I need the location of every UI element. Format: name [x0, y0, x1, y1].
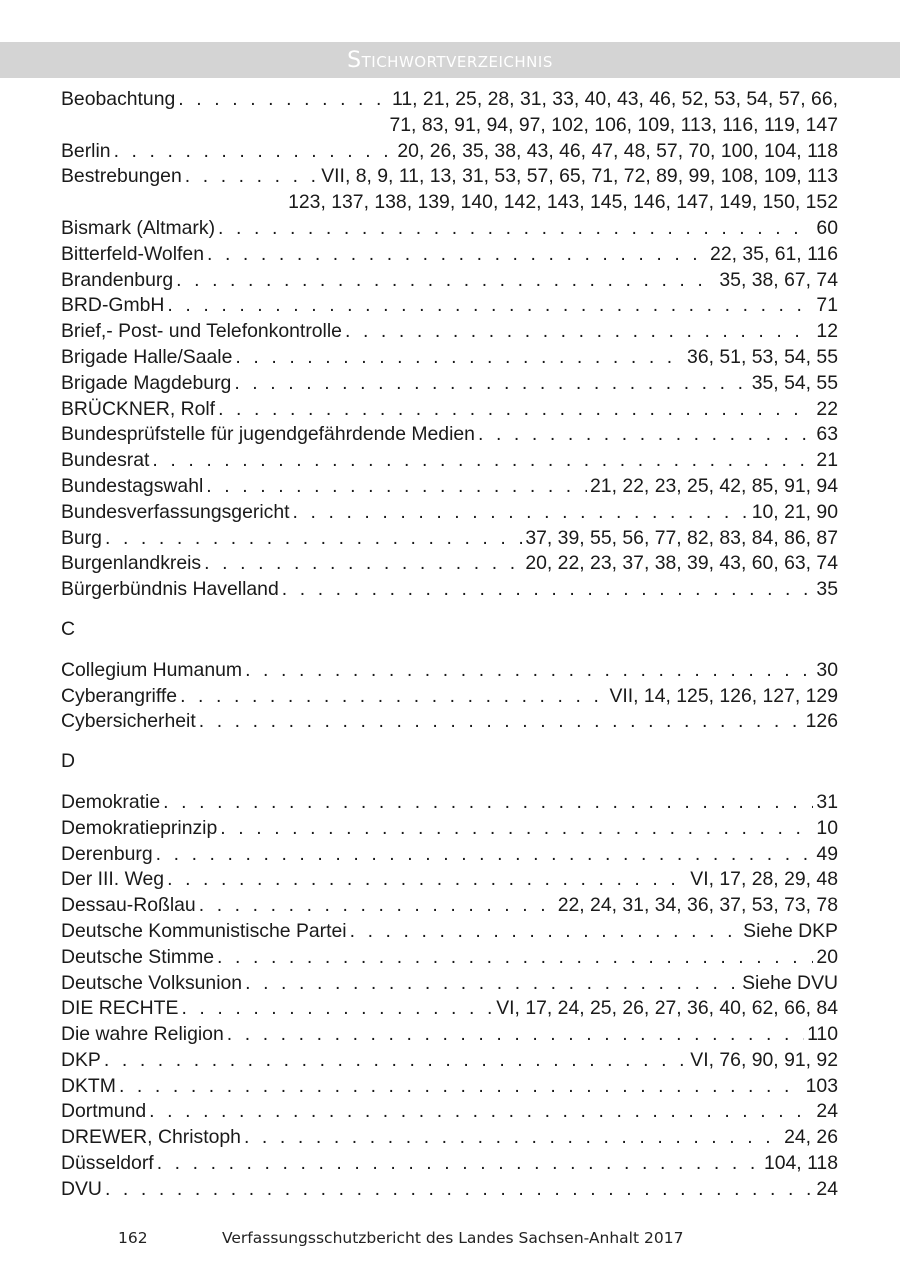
page-references: 22, 35, 61, 116	[710, 242, 838, 265]
page-references: 22	[816, 397, 838, 420]
index-term: Beobachtung	[61, 88, 176, 110]
dot-leader	[220, 816, 813, 842]
index-entry-row	[61, 448, 838, 474]
index-entry	[61, 945, 838, 971]
dot-leader	[152, 448, 813, 474]
page-references: 21, 22, 23, 25, 42, 85, 91, 94	[590, 474, 838, 497]
index-entry-row	[61, 268, 838, 294]
index-term: Bitterfeld-Wolfen	[61, 242, 204, 265]
index-entry	[61, 1048, 838, 1074]
page-references: Siehe DKP	[743, 919, 838, 942]
page-references: 35, 38, 67, 74	[719, 268, 838, 291]
index-entry	[61, 139, 838, 165]
index-entry-row	[61, 1177, 838, 1203]
index-entry	[61, 293, 838, 319]
page-references-continued: 71, 83, 91, 94, 97, 102, 106, 109, 113, 116, 119, 147	[389, 113, 838, 136]
page-references: VII, 8, 9, 11, 13, 31, 53, 57, 65, 71, 72, 89, 99, 108, 109, 113	[321, 165, 838, 188]
dot-leader	[163, 790, 813, 816]
page-references: VI, 17, 28, 29, 48	[690, 868, 838, 891]
index-entry	[61, 216, 838, 242]
dot-leader	[293, 500, 749, 526]
index-entry-row	[61, 164, 838, 190]
index-entry-row	[61, 422, 838, 448]
index-term: Der III. Weg	[61, 868, 165, 891]
page-references: 20, 22, 23, 37, 38, 39, 43, 60, 63, 74	[525, 552, 838, 575]
page-references-continued: 123, 137, 138, 139, 140, 142, 143, 145, 146, 147, 149, 150, 152	[288, 191, 838, 214]
dot-leader	[478, 422, 813, 448]
index-entry-row	[61, 242, 838, 268]
page-number: 162	[118, 1229, 148, 1247]
dot-leader	[218, 397, 813, 423]
page-references: 49	[816, 842, 838, 865]
page-references: 31	[816, 790, 838, 813]
dot-leader	[167, 867, 687, 893]
page-references: 30	[816, 658, 838, 681]
index-entry	[61, 345, 838, 371]
index-term: Brief,- Post- und Telefonkontrolle	[61, 320, 342, 343]
publication-title: Verfassungsschutzbericht des Landes Sachsen-Anhalt 2017	[222, 1229, 684, 1247]
page-references: VI, 76, 90, 91, 92	[690, 1048, 838, 1071]
page-references: 126	[805, 710, 838, 733]
index-entry	[61, 709, 838, 735]
page-references: 24	[816, 1177, 838, 1200]
index-term: Cyberangriffe	[61, 684, 178, 707]
dot-leader	[217, 945, 813, 971]
dot-leader	[282, 577, 814, 603]
index-entry	[61, 658, 838, 684]
dot-leader	[114, 139, 395, 165]
dot-leader	[185, 164, 318, 190]
index-entry-row	[61, 577, 838, 603]
index-entry-row	[61, 945, 838, 971]
index-entry	[61, 893, 838, 919]
dot-leader	[345, 319, 813, 345]
index-term: Cybersicherheit	[61, 710, 196, 733]
index-entry	[61, 164, 838, 216]
page-references: 11, 21, 25, 28, 31, 33, 40, 43, 46, 52, 53, 54, 57, 66,	[392, 88, 838, 110]
dot-leader	[244, 1125, 781, 1151]
page-references: 24	[816, 1100, 838, 1123]
dot-leader	[350, 919, 741, 945]
index-entry	[61, 448, 838, 474]
index-term: DKTM	[61, 1074, 116, 1097]
index-term: Demokratie	[61, 790, 161, 813]
dot-leader	[218, 216, 813, 242]
index-term: Brigade Halle/Saale	[61, 345, 233, 368]
index-entry	[61, 474, 838, 500]
page-references: 20	[816, 945, 838, 968]
index-entry-row	[61, 345, 838, 371]
dot-leader	[157, 1151, 761, 1177]
page-references: VI, 17, 24, 25, 26, 27, 36, 40, 62, 66, 84	[496, 997, 838, 1020]
index-term: Berlin	[61, 139, 111, 162]
dot-leader	[178, 87, 389, 113]
page-references: 10, 21, 90	[751, 500, 838, 523]
index-term: DIE RECHTE	[61, 997, 179, 1020]
index-entry-row	[61, 397, 838, 423]
page-references: 10	[816, 816, 838, 839]
index-entry-row	[61, 1099, 838, 1125]
page-references: 21	[816, 449, 838, 472]
index-entry-row	[61, 816, 838, 842]
index-entry-row	[61, 1151, 838, 1177]
index-term: BRD-GmbH	[61, 294, 165, 317]
index-entry-row	[61, 1048, 838, 1074]
index-entry	[61, 1022, 838, 1048]
dot-leader	[199, 893, 555, 919]
index-entry-row	[61, 842, 838, 868]
page-references: 24, 26	[784, 1126, 838, 1149]
dot-leader	[204, 551, 522, 577]
index-entry-row	[61, 709, 838, 735]
index-entry-row	[61, 996, 838, 1022]
index-term: DREWER, Christoph	[61, 1126, 241, 1149]
index-term: Demokratieprinzip	[61, 816, 218, 839]
index-entry	[61, 551, 838, 577]
index-term: Collegium Humanum	[61, 658, 243, 681]
page-references: 35	[816, 578, 838, 601]
index-entry	[61, 842, 838, 868]
index-term: BRÜCKNER, Rolf	[61, 397, 216, 420]
dot-leader	[206, 474, 587, 500]
index-entry	[61, 397, 838, 423]
index-entry-row	[61, 1022, 838, 1048]
index-entry	[61, 319, 838, 345]
dot-leader	[119, 1074, 803, 1100]
page-references: 22, 24, 31, 34, 36, 37, 53, 73, 78	[557, 894, 838, 917]
index-term: Die wahre Religion	[61, 1023, 224, 1046]
dot-leader	[207, 242, 707, 268]
dot-leader	[245, 971, 739, 997]
page-references: 60	[816, 216, 838, 239]
index-entry	[61, 500, 838, 526]
index-term: DKP	[61, 1048, 101, 1071]
page-references: VII, 14, 125, 126, 127, 129	[609, 684, 838, 707]
index-term: Dortmund	[61, 1100, 147, 1123]
index-entry	[61, 867, 838, 893]
index-entry	[61, 1177, 838, 1203]
page-references: Siehe DVU	[742, 971, 838, 994]
dot-leader	[199, 709, 803, 735]
page-references: 36, 51, 53, 54, 55	[687, 345, 838, 368]
index-entry	[61, 268, 838, 294]
dot-leader	[227, 1022, 804, 1048]
index-entry-row	[61, 1125, 838, 1151]
page-references: 35, 54, 55	[751, 371, 838, 394]
index-term: Bismark (Altmark)	[61, 216, 216, 239]
dot-leader	[235, 345, 684, 371]
index-entry-row	[61, 474, 838, 500]
dot-leader	[234, 371, 748, 397]
index-entry-row	[61, 371, 838, 397]
index-term: Düsseldorf	[61, 1152, 154, 1175]
index-term: Deutsche Volksunion	[61, 971, 243, 994]
index-entry-row	[61, 139, 838, 165]
section-letter: D	[61, 750, 76, 773]
index-entry-row	[61, 971, 838, 997]
page-references: 63	[816, 423, 838, 446]
index-entry	[61, 1151, 838, 1177]
page-references: 110	[807, 1023, 838, 1046]
index-entry-row	[61, 867, 838, 893]
index-entry-row	[61, 500, 838, 526]
index-term: Deutsche Stimme	[61, 945, 215, 968]
index-entry	[61, 919, 838, 945]
dot-leader	[167, 293, 813, 319]
index-term: Deutsche Kommunistische Partei	[61, 919, 347, 942]
index-entry-row	[61, 658, 838, 684]
index-term: Brigade Magdeburg	[61, 371, 232, 394]
index-term: Bürgerbündnis Havelland	[61, 578, 279, 601]
index-term: Bestrebungen	[61, 165, 182, 188]
dot-leader	[104, 1048, 687, 1074]
index-entry-row	[61, 1074, 838, 1100]
dot-leader	[245, 658, 813, 684]
index-term: Dessau-Roßlau	[61, 894, 196, 917]
index-entry-row	[61, 216, 838, 242]
index-entry-row	[61, 551, 838, 577]
index-entry	[61, 790, 838, 816]
index-entry	[61, 971, 838, 997]
index-entry	[61, 526, 838, 552]
index-entry	[61, 577, 838, 603]
index-term: Bundestagswahl	[61, 474, 204, 497]
page-references: 71	[816, 294, 838, 317]
index-entry-row	[61, 790, 838, 816]
index-entry	[61, 1125, 838, 1151]
index-entry	[61, 996, 838, 1022]
index-term: Bundesprüfstelle für jugendgefährdende Medien	[61, 423, 475, 446]
page-references: 20, 26, 35, 38, 43, 46, 47, 48, 57, 70, 100, 104, 118	[397, 139, 838, 162]
dot-leader	[105, 1177, 813, 1203]
index-entry	[61, 87, 838, 139]
index-entry	[61, 1074, 838, 1100]
index-list	[61, 87, 838, 1203]
section-letter: C	[61, 617, 76, 640]
dot-leader	[181, 996, 493, 1022]
index-entry-row	[61, 684, 838, 710]
index-entry	[61, 1099, 838, 1125]
index-entry-row	[61, 919, 838, 945]
index-entry	[61, 371, 838, 397]
index-term: Burg	[61, 526, 102, 549]
index-entry-row	[61, 319, 838, 345]
page-title: Stichwortverzeichnis	[347, 48, 553, 73]
index-entry-row	[61, 526, 838, 552]
dot-leader	[105, 526, 522, 552]
index-entry	[61, 242, 838, 268]
index-entry	[61, 684, 838, 710]
index-term: Bundesrat	[61, 449, 150, 472]
index-term: Burgenlandkreis	[61, 552, 202, 575]
index-term: Bundesverfassungsgericht	[61, 500, 290, 523]
index-term: Derenburg	[61, 842, 153, 865]
index-term: DVU	[61, 1177, 102, 1200]
page-references: 104, 118	[763, 1152, 838, 1175]
index-term: Brandenburg	[61, 268, 174, 291]
index-entry-row	[61, 293, 838, 319]
dot-leader	[180, 684, 606, 710]
dot-leader	[176, 268, 716, 294]
index-entry	[61, 816, 838, 842]
index-entry	[61, 422, 838, 448]
dot-leader	[156, 842, 814, 868]
index-entry-row	[61, 893, 838, 919]
page-references: 12	[816, 320, 838, 343]
page-references: 103	[805, 1074, 838, 1097]
index-entry-row	[61, 87, 838, 113]
page-references: 37, 39, 55, 56, 77, 82, 83, 84, 86, 87	[525, 526, 838, 549]
dot-leader	[149, 1099, 813, 1125]
